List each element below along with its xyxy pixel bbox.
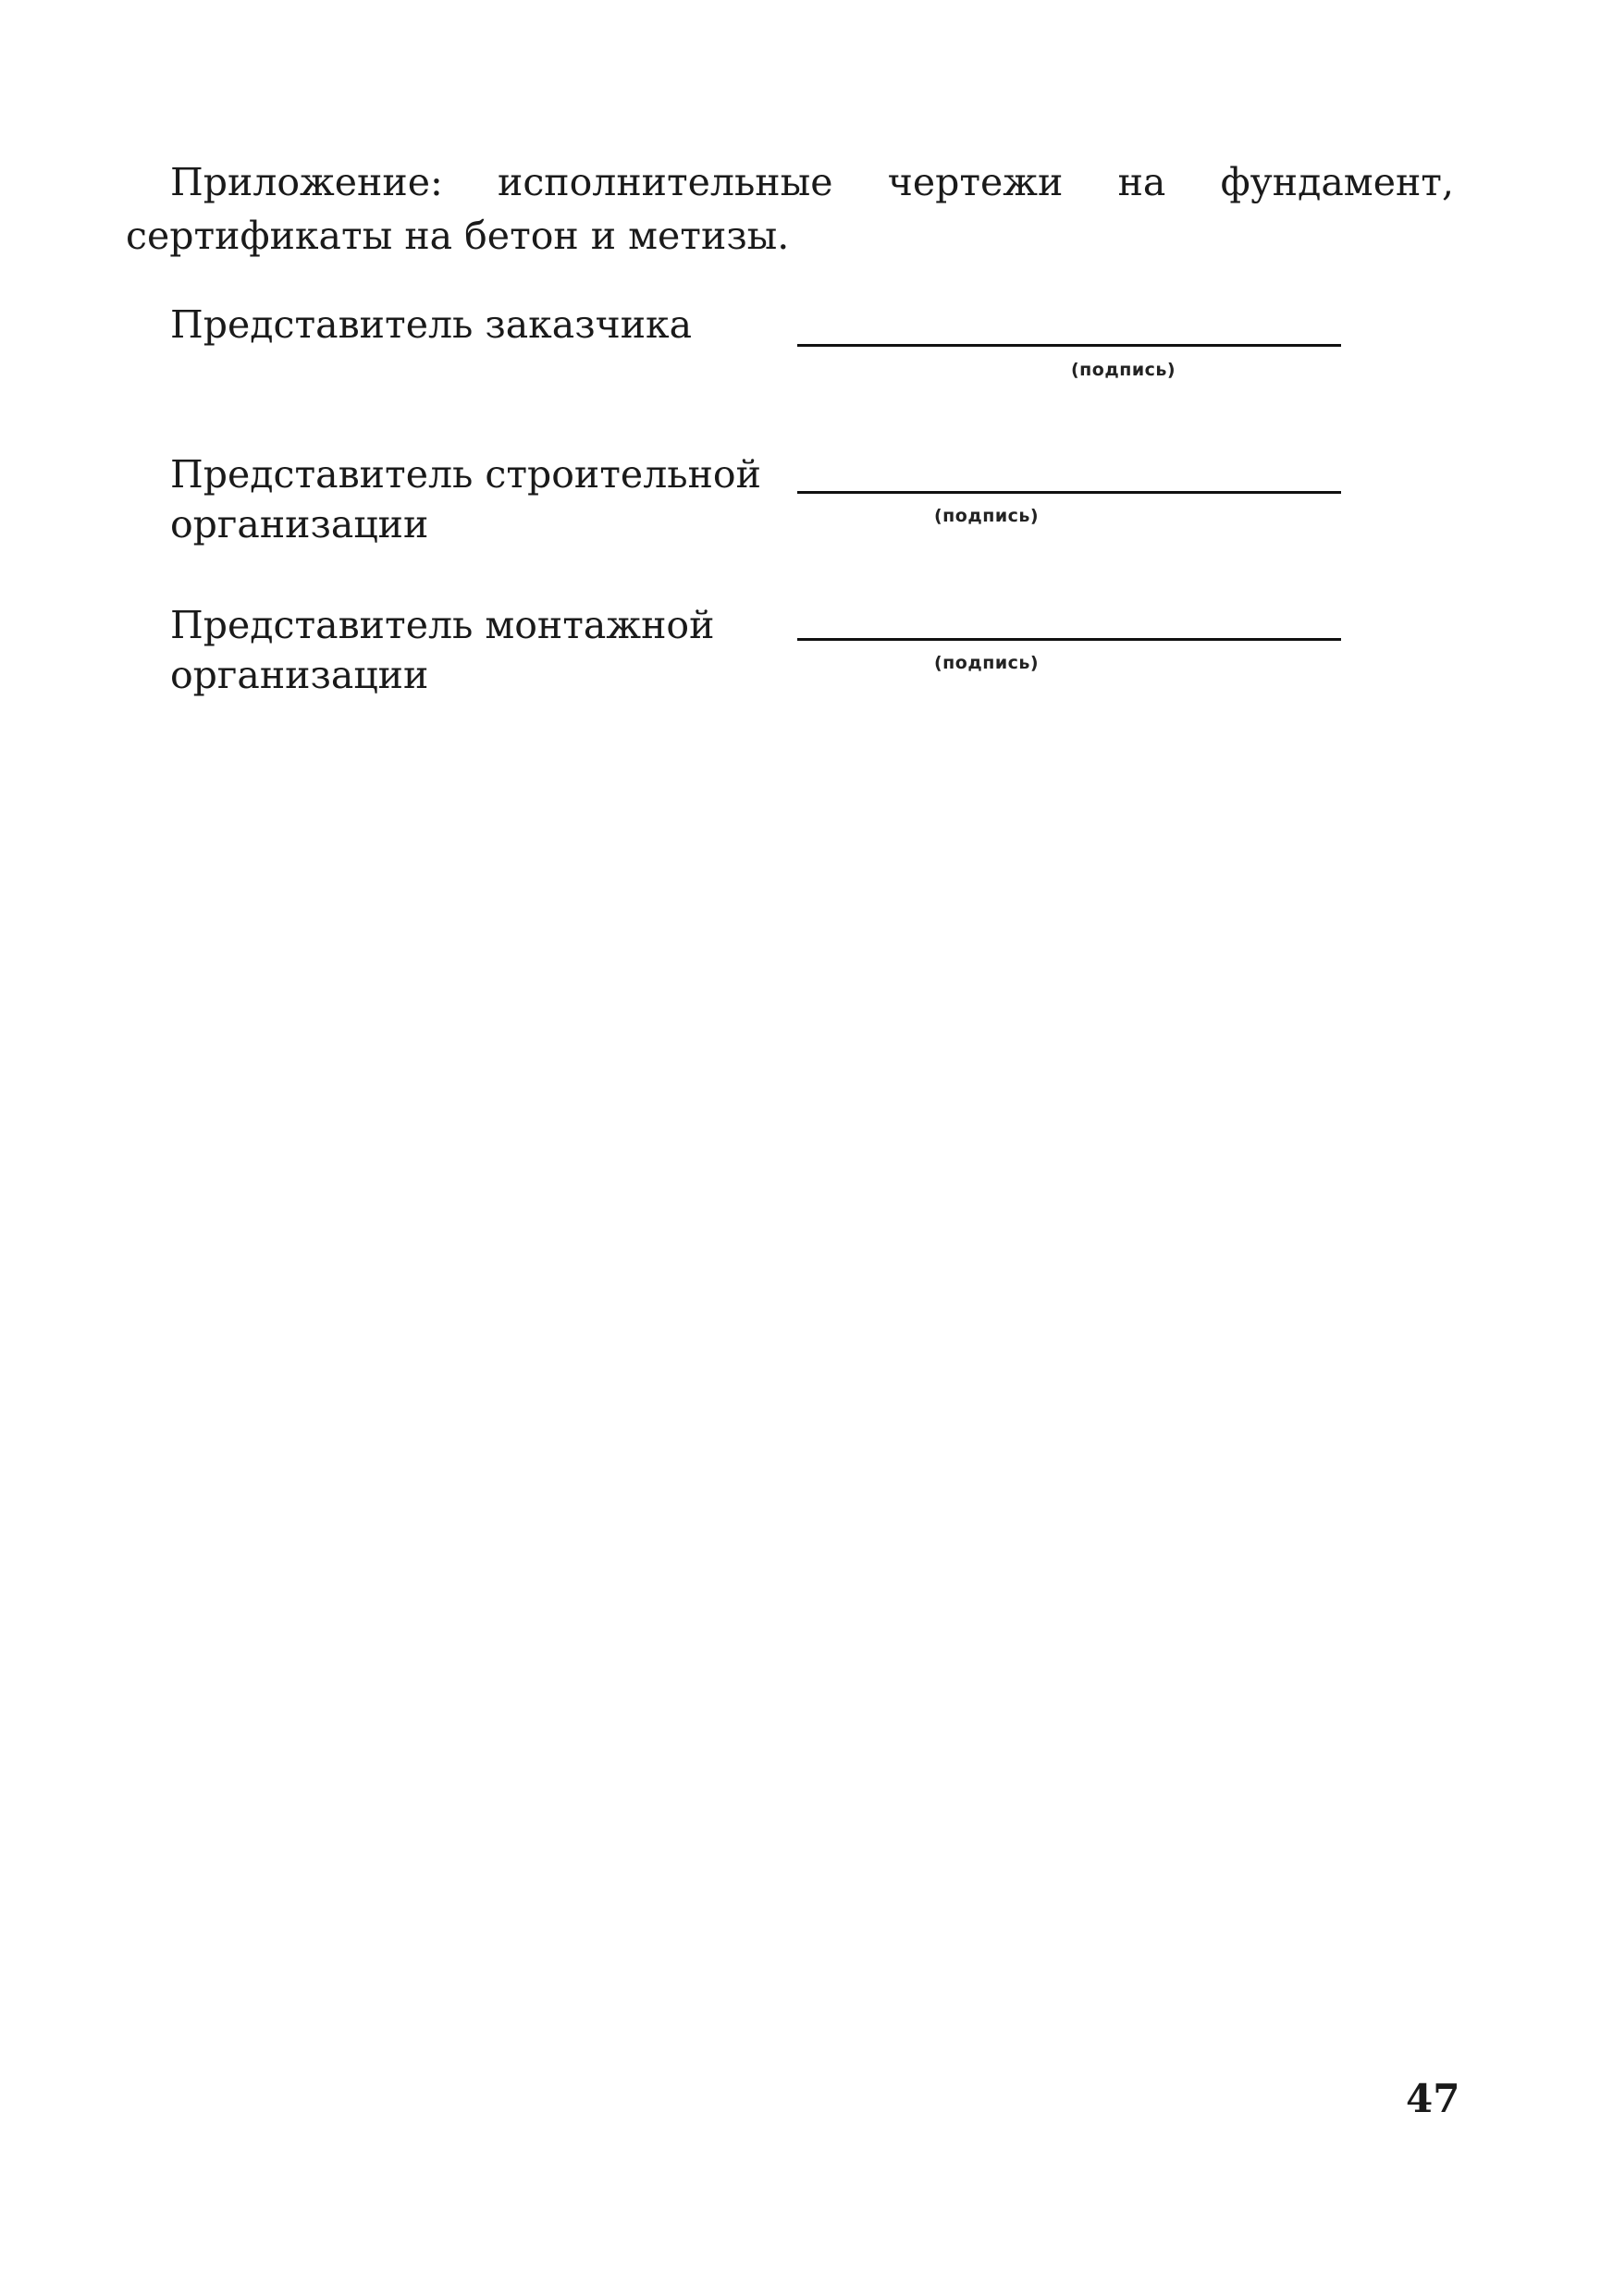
signature-label-line: Представитель строительной <box>170 452 761 497</box>
signature-label-customer <box>170 300 692 350</box>
appendix-paragraph: Приложение: исполнительные чертежи на фундамент, сертификаты на бетон и метизы. <box>126 160 1454 258</box>
signature-label-line: Представитель монтажной <box>170 603 715 647</box>
page-number: 47 <box>1406 2076 1460 2121</box>
signature-line-customer <box>797 344 1341 347</box>
signature-label-line: организации <box>170 653 429 697</box>
signature-line-construction-org <box>797 491 1341 494</box>
signature-caption: (подпись) <box>1071 360 1176 380</box>
signature-line-installation-org <box>797 638 1341 641</box>
signature-label-construction-org <box>170 449 761 549</box>
signature-label-line: Представитель заказчика <box>170 302 693 347</box>
signature-caption: (подпись) <box>934 653 1040 673</box>
signature-caption: (подпись) <box>934 506 1040 526</box>
signature-label-installation-org <box>170 600 714 700</box>
signature-label-line: организации <box>170 502 429 546</box>
